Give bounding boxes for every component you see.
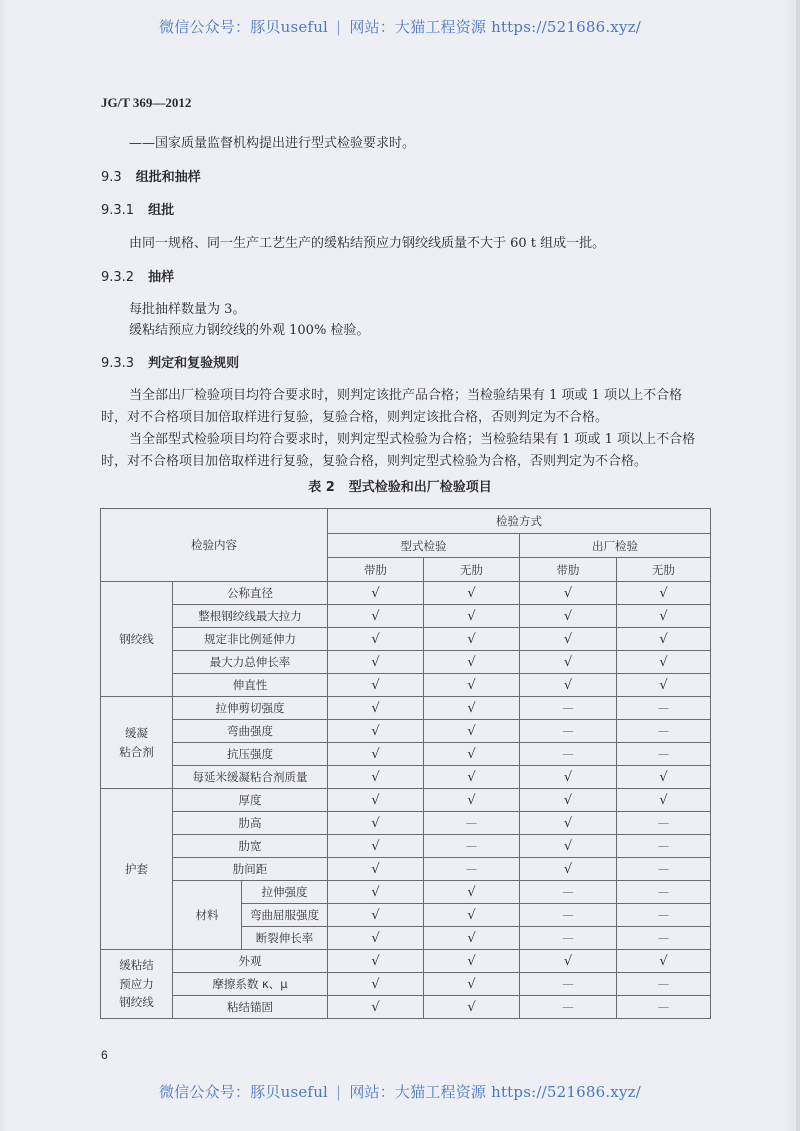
bullet-line: ——国家质量监督机构提出进行型式检验要求时。 (129, 136, 416, 151)
item-label: 每延米缓凝粘合剂质量 (173, 766, 328, 789)
watermark-site: 网站：大猫工程资源 https://521686.xyz/ (349, 18, 641, 36)
section-title: 判定和复验规则 (148, 356, 240, 371)
cell-value: √ (424, 881, 520, 904)
header-factory-ribbed: 带肋 (520, 558, 617, 582)
cell-value: — (520, 904, 617, 927)
header-factory-test: 出厂检验 (520, 534, 711, 558)
section-9-3-3-p2-line1: 当全部型式检验项目均符合要求时，则判定型式检验为合格；当检验结果有 1 项或 1 项以上不合格 (129, 432, 696, 447)
cell-value: √ (424, 674, 520, 697)
table-row (101, 858, 711, 881)
cell-value: √ (328, 927, 424, 950)
cell-value: √ (617, 651, 711, 674)
item-label: 肋宽 (173, 835, 328, 858)
watermark-site: 网站：大猫工程资源 https://521686.xyz/ (349, 1083, 641, 1101)
standard-code: JG/T 369—2012 (101, 95, 192, 110)
section-number: 9.3.1 (101, 203, 135, 218)
cell-value: — (617, 835, 711, 858)
cell-value: — (617, 927, 711, 950)
cell-value: — (424, 835, 520, 858)
cell-value: √ (617, 789, 711, 812)
cell-value: √ (520, 605, 617, 628)
table-row (101, 812, 711, 835)
header-factory-smooth: 无肋 (617, 558, 711, 582)
group-product (101, 950, 173, 1019)
cell-value: √ (328, 996, 424, 1019)
section-number: 9.3 (101, 170, 122, 185)
cell-value: √ (328, 812, 424, 835)
cell-value: √ (424, 766, 520, 789)
cell-value: — (424, 858, 520, 881)
group-label-line: 预应力 (119, 976, 154, 991)
cell-value: — (520, 973, 617, 996)
header-method: 检验方式 (328, 509, 711, 534)
section-9-3-2-text-2: 缓粘结预应力钢绞线的外观 100% 检验。 (129, 323, 370, 338)
cell-value: √ (328, 789, 424, 812)
cell-value: — (617, 743, 711, 766)
cell-value: √ (520, 789, 617, 812)
header-type-test: 型式检验 (328, 534, 520, 558)
cell-value: √ (520, 950, 617, 973)
cell-value: √ (520, 812, 617, 835)
section-title: 组批和抽样 (135, 170, 201, 185)
cell-value: √ (328, 835, 424, 858)
group-label-line: 缓粘结 (119, 958, 154, 973)
table-row (101, 996, 711, 1019)
table-row (101, 628, 711, 651)
cell-value: √ (328, 628, 424, 651)
cell-value: √ (328, 697, 424, 720)
section-title: 组批 (148, 203, 175, 218)
header-content: 检验内容 (101, 509, 328, 582)
item-label: 最大力总伸长率 (173, 651, 328, 674)
table-header-row (101, 509, 711, 534)
cell-value: √ (328, 605, 424, 628)
cell-value: √ (424, 628, 520, 651)
cell-value: √ (520, 858, 617, 881)
watermark-bottom (0, 1081, 800, 1102)
item-label: 公称直径 (173, 582, 328, 605)
item-label: 抗压强度 (173, 743, 328, 766)
cell-value: — (617, 858, 711, 881)
cell-value: √ (328, 743, 424, 766)
cell-value: — (617, 996, 711, 1019)
cell-value: √ (328, 582, 424, 605)
section-9-3-3-p2-line2: 时，对不合格项目加倍取样进行复验，复验合格，则判定型式检验为合格，否则判定为不合格。 (101, 454, 648, 469)
item-label: 摩擦系数 κ、μ (173, 973, 328, 996)
table-row (101, 950, 711, 973)
item-label: 拉伸强度 (242, 881, 328, 904)
item-label: 粘结锚固 (173, 996, 328, 1019)
cell-value: — (520, 697, 617, 720)
cell-value: √ (424, 789, 520, 812)
group-adhesive (101, 697, 173, 789)
table-row (101, 766, 711, 789)
watermark-top (0, 16, 800, 37)
cell-value: — (617, 881, 711, 904)
cell-value: √ (424, 973, 520, 996)
section-title: 抽样 (148, 270, 175, 285)
page-edge-shadow (796, 0, 800, 1131)
section-9-3-1-text: 由同一规格、同一生产工艺生产的缓粘结预应力钢绞线质量不大于 60 t 组成一批。 (129, 236, 606, 251)
watermark-separator: | (336, 18, 342, 36)
cell-value: — (617, 904, 711, 927)
cell-value: √ (328, 950, 424, 973)
inspection-items-table (100, 508, 711, 1019)
cell-value: — (424, 812, 520, 835)
section-number: 9.3.3 (101, 356, 135, 371)
cell-value: — (520, 881, 617, 904)
table-row (101, 720, 711, 743)
cell-value: √ (520, 835, 617, 858)
item-label: 肋高 (173, 812, 328, 835)
table-row (101, 789, 711, 812)
section-9-3-2-heading (101, 266, 174, 285)
table-row (101, 674, 711, 697)
cell-value: √ (424, 950, 520, 973)
watermark-separator: | (336, 1083, 342, 1101)
cell-value: — (617, 697, 711, 720)
cell-value: √ (328, 973, 424, 996)
table-title (0, 476, 800, 495)
cell-value: √ (328, 674, 424, 697)
cell-value: √ (617, 950, 711, 973)
cell-value: √ (424, 697, 520, 720)
cell-value: √ (520, 674, 617, 697)
cell-value: √ (328, 858, 424, 881)
cell-value: — (520, 720, 617, 743)
group-sheath: 护套 (101, 789, 173, 950)
table-row (101, 881, 711, 904)
section-9-3-3-p1-line1: 当全部出厂检验项目均符合要求时，则判定该批产品合格；当检验结果有 1 项或 1 项以上不合格 (129, 388, 683, 403)
cell-value: √ (328, 881, 424, 904)
table-row (101, 743, 711, 766)
cell-value: — (520, 996, 617, 1019)
item-label: 伸直性 (173, 674, 328, 697)
cell-value: √ (424, 582, 520, 605)
header-type-ribbed: 带肋 (328, 558, 424, 582)
cell-value: √ (328, 904, 424, 927)
section-number: 9.3.2 (101, 270, 135, 285)
table-row (101, 605, 711, 628)
item-label: 厚度 (173, 789, 328, 812)
section-9-3-3-p1-line2: 时，对不合格项目加倍取样进行复验，复验合格，则判定该批合格，否则判定为不合格。 (101, 410, 609, 425)
table-row (101, 835, 711, 858)
cell-value: √ (424, 743, 520, 766)
item-label: 整根钢绞线最大拉力 (173, 605, 328, 628)
cell-value: √ (424, 605, 520, 628)
cell-value: √ (617, 766, 711, 789)
cell-value: — (617, 973, 711, 996)
page-number: 6 (101, 1048, 108, 1062)
cell-value: — (520, 743, 617, 766)
section-9-3-1-heading (101, 199, 174, 218)
cell-value: √ (424, 904, 520, 927)
watermark-wechat: 微信公众号：豚贝useful (159, 18, 329, 36)
table-number: 表 2 (308, 480, 335, 495)
group-label-line: 缓凝 (125, 726, 148, 741)
table-row (101, 582, 711, 605)
cell-value: √ (617, 582, 711, 605)
cell-value: √ (424, 651, 520, 674)
item-label: 拉伸剪切强度 (173, 697, 328, 720)
cell-value: — (520, 927, 617, 950)
cell-value: √ (424, 720, 520, 743)
cell-value: √ (520, 628, 617, 651)
subgroup-material: 材料 (173, 881, 242, 950)
group-label-line: 粘合剂 (119, 744, 154, 759)
section-9-3-3-heading (101, 352, 239, 371)
cell-value: √ (328, 720, 424, 743)
item-label: 外观 (173, 950, 328, 973)
group-label-line: 钢绞线 (119, 995, 154, 1010)
item-label: 弯曲强度 (173, 720, 328, 743)
cell-value: √ (424, 996, 520, 1019)
cell-value: √ (328, 766, 424, 789)
item-label: 弯曲屈服强度 (242, 904, 328, 927)
table-row (101, 651, 711, 674)
section-9-3-heading (101, 166, 201, 185)
cell-value: √ (617, 674, 711, 697)
table-row (101, 973, 711, 996)
cell-value: √ (328, 651, 424, 674)
table-row (101, 697, 711, 720)
cell-value: √ (520, 582, 617, 605)
cell-value: — (617, 812, 711, 835)
cell-value: √ (520, 766, 617, 789)
header-type-smooth: 无肋 (424, 558, 520, 582)
cell-value: — (617, 720, 711, 743)
cell-value: √ (617, 605, 711, 628)
item-label: 肋间距 (173, 858, 328, 881)
table-caption: 型式检验和出厂检验项目 (348, 480, 492, 495)
cell-value: √ (424, 927, 520, 950)
watermark-wechat: 微信公众号：豚贝useful (159, 1083, 329, 1101)
cell-value: √ (520, 651, 617, 674)
item-label: 断裂伸长率 (242, 927, 328, 950)
group-strand: 钢绞线 (101, 582, 173, 697)
section-9-3-2-text-1: 每批抽样数量为 3。 (129, 302, 246, 317)
cell-value: √ (617, 628, 711, 651)
item-label: 规定非比例延伸力 (173, 628, 328, 651)
